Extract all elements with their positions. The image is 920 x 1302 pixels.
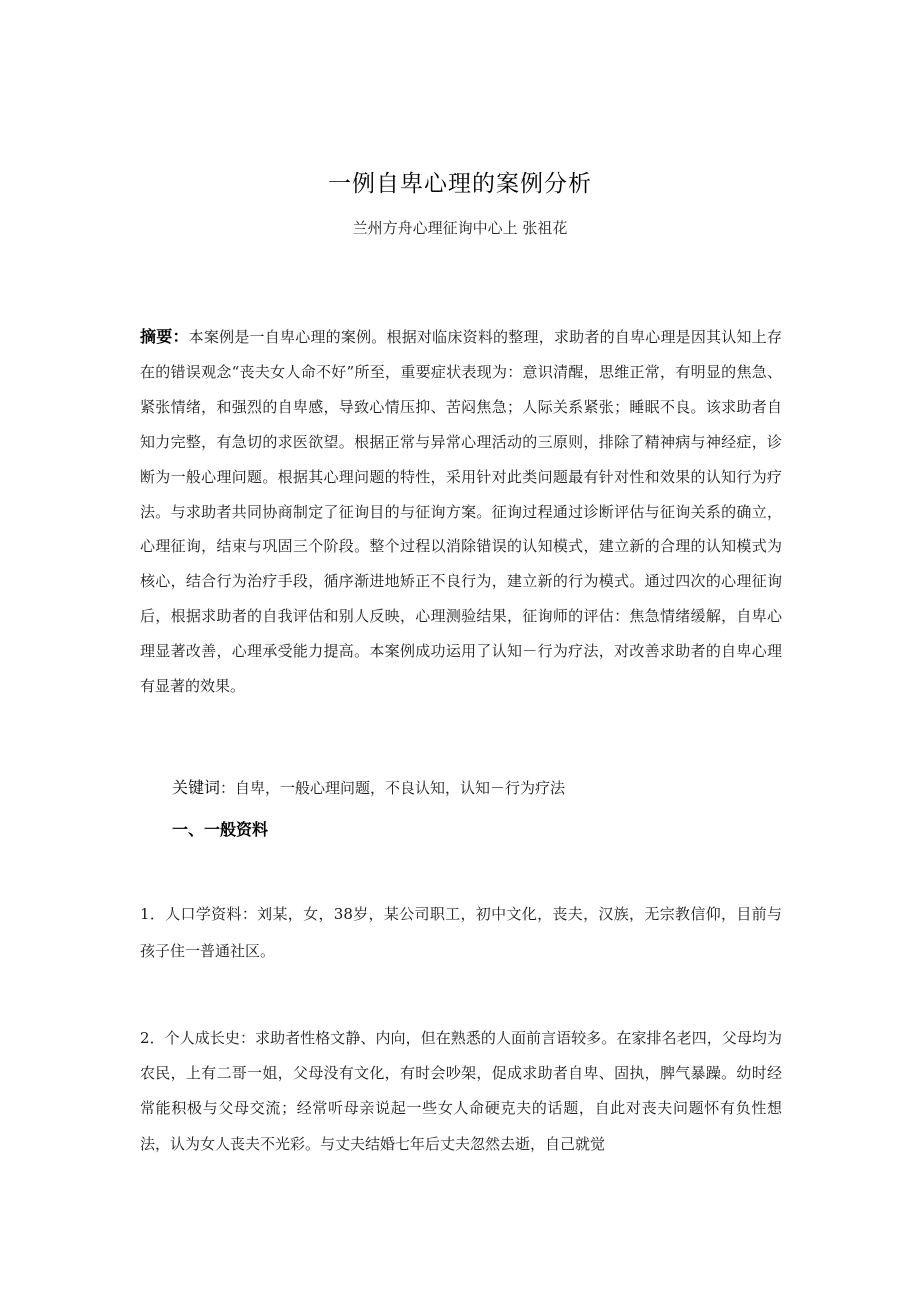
document-title: 一例自卑心理的案例分析 <box>328 171 592 197</box>
keywords-text: ：自卑，一般心理问题，不良认知，认知－行为疗法 <box>220 779 566 797</box>
keywords-label: 关键词 <box>172 778 221 797</box>
abstract-text: 本案例是一自卑心理的案例。根据对临床资料的整理，求助者的自卑心理是因其认知上存在的错误观念“丧夫女人命不好”所至，重要症状表现为：意识清醒，思维正常，有明显的焦急、紧张情绪，和强烈的自卑感，导致心情压抑、苦闷焦急；人际关系紧张；睡眠不良。该求助者自知力完整，有急切的求医欲望。根据正常与异常心理活动的三原则，排除了精神病与神经症，诊断为一般心理问题。根据其心理问题的特性，采用针对此类问题最有针对性和效果的认知行为疗法。与求助者共同协商制定了征询目的与征询方案。征询过程通过诊断评估与征询关系的确立，心理征询，结束与巩固三个阶段。整个过程以消除错误的认知模式，建立新的合理的认知模式为核心，结合行为治疗手段，循序渐进地矫正不良行为，建立新的行为模式。通过四次的心理征询后，根据求助者的自我评估和别人反映，心理测验结果，征询师的评估：焦急情绪缓解，自卑心理显著改善，心理承受能力提高。本案例成功运用了认知－行为疗法，对改善求助者的自卑心理有显著的效果。 <box>140 328 782 696</box>
abstract-label: 摘要： <box>140 327 189 346</box>
author-line: 兰州方舟心理征询中心上 张祖花 <box>352 219 568 237</box>
paragraph-demographics: 1．人口学资料：刘某，女，38岁，某公司职工，初中文化，丧夫，汉族，无宗教信仰，目前与孩子住一普通社区。 <box>140 905 782 960</box>
section-heading: 一、一般资料 <box>172 820 269 839</box>
keywords-line <box>172 772 782 804</box>
abstract-paragraph <box>140 320 782 704</box>
paragraph-personal-history: 2．个人成长史：求助者性格文静、内向，但在熟悉的人面前言语较多。在家排名老四，父母均为农民，上有二哥一姐，父母没有文化，有时会吵架，促成求助者自卑、固执，脾气暴躁。幼时经常能积极与父母交流；经常听母亲说起一些女人命硬克夫的话题，自此对丧夫问题怀有负性想法，认为女人丧夫不光彩。与丈夫结婚七年后丈夫忽然去逝，自己就觉 <box>140 1029 782 1153</box>
